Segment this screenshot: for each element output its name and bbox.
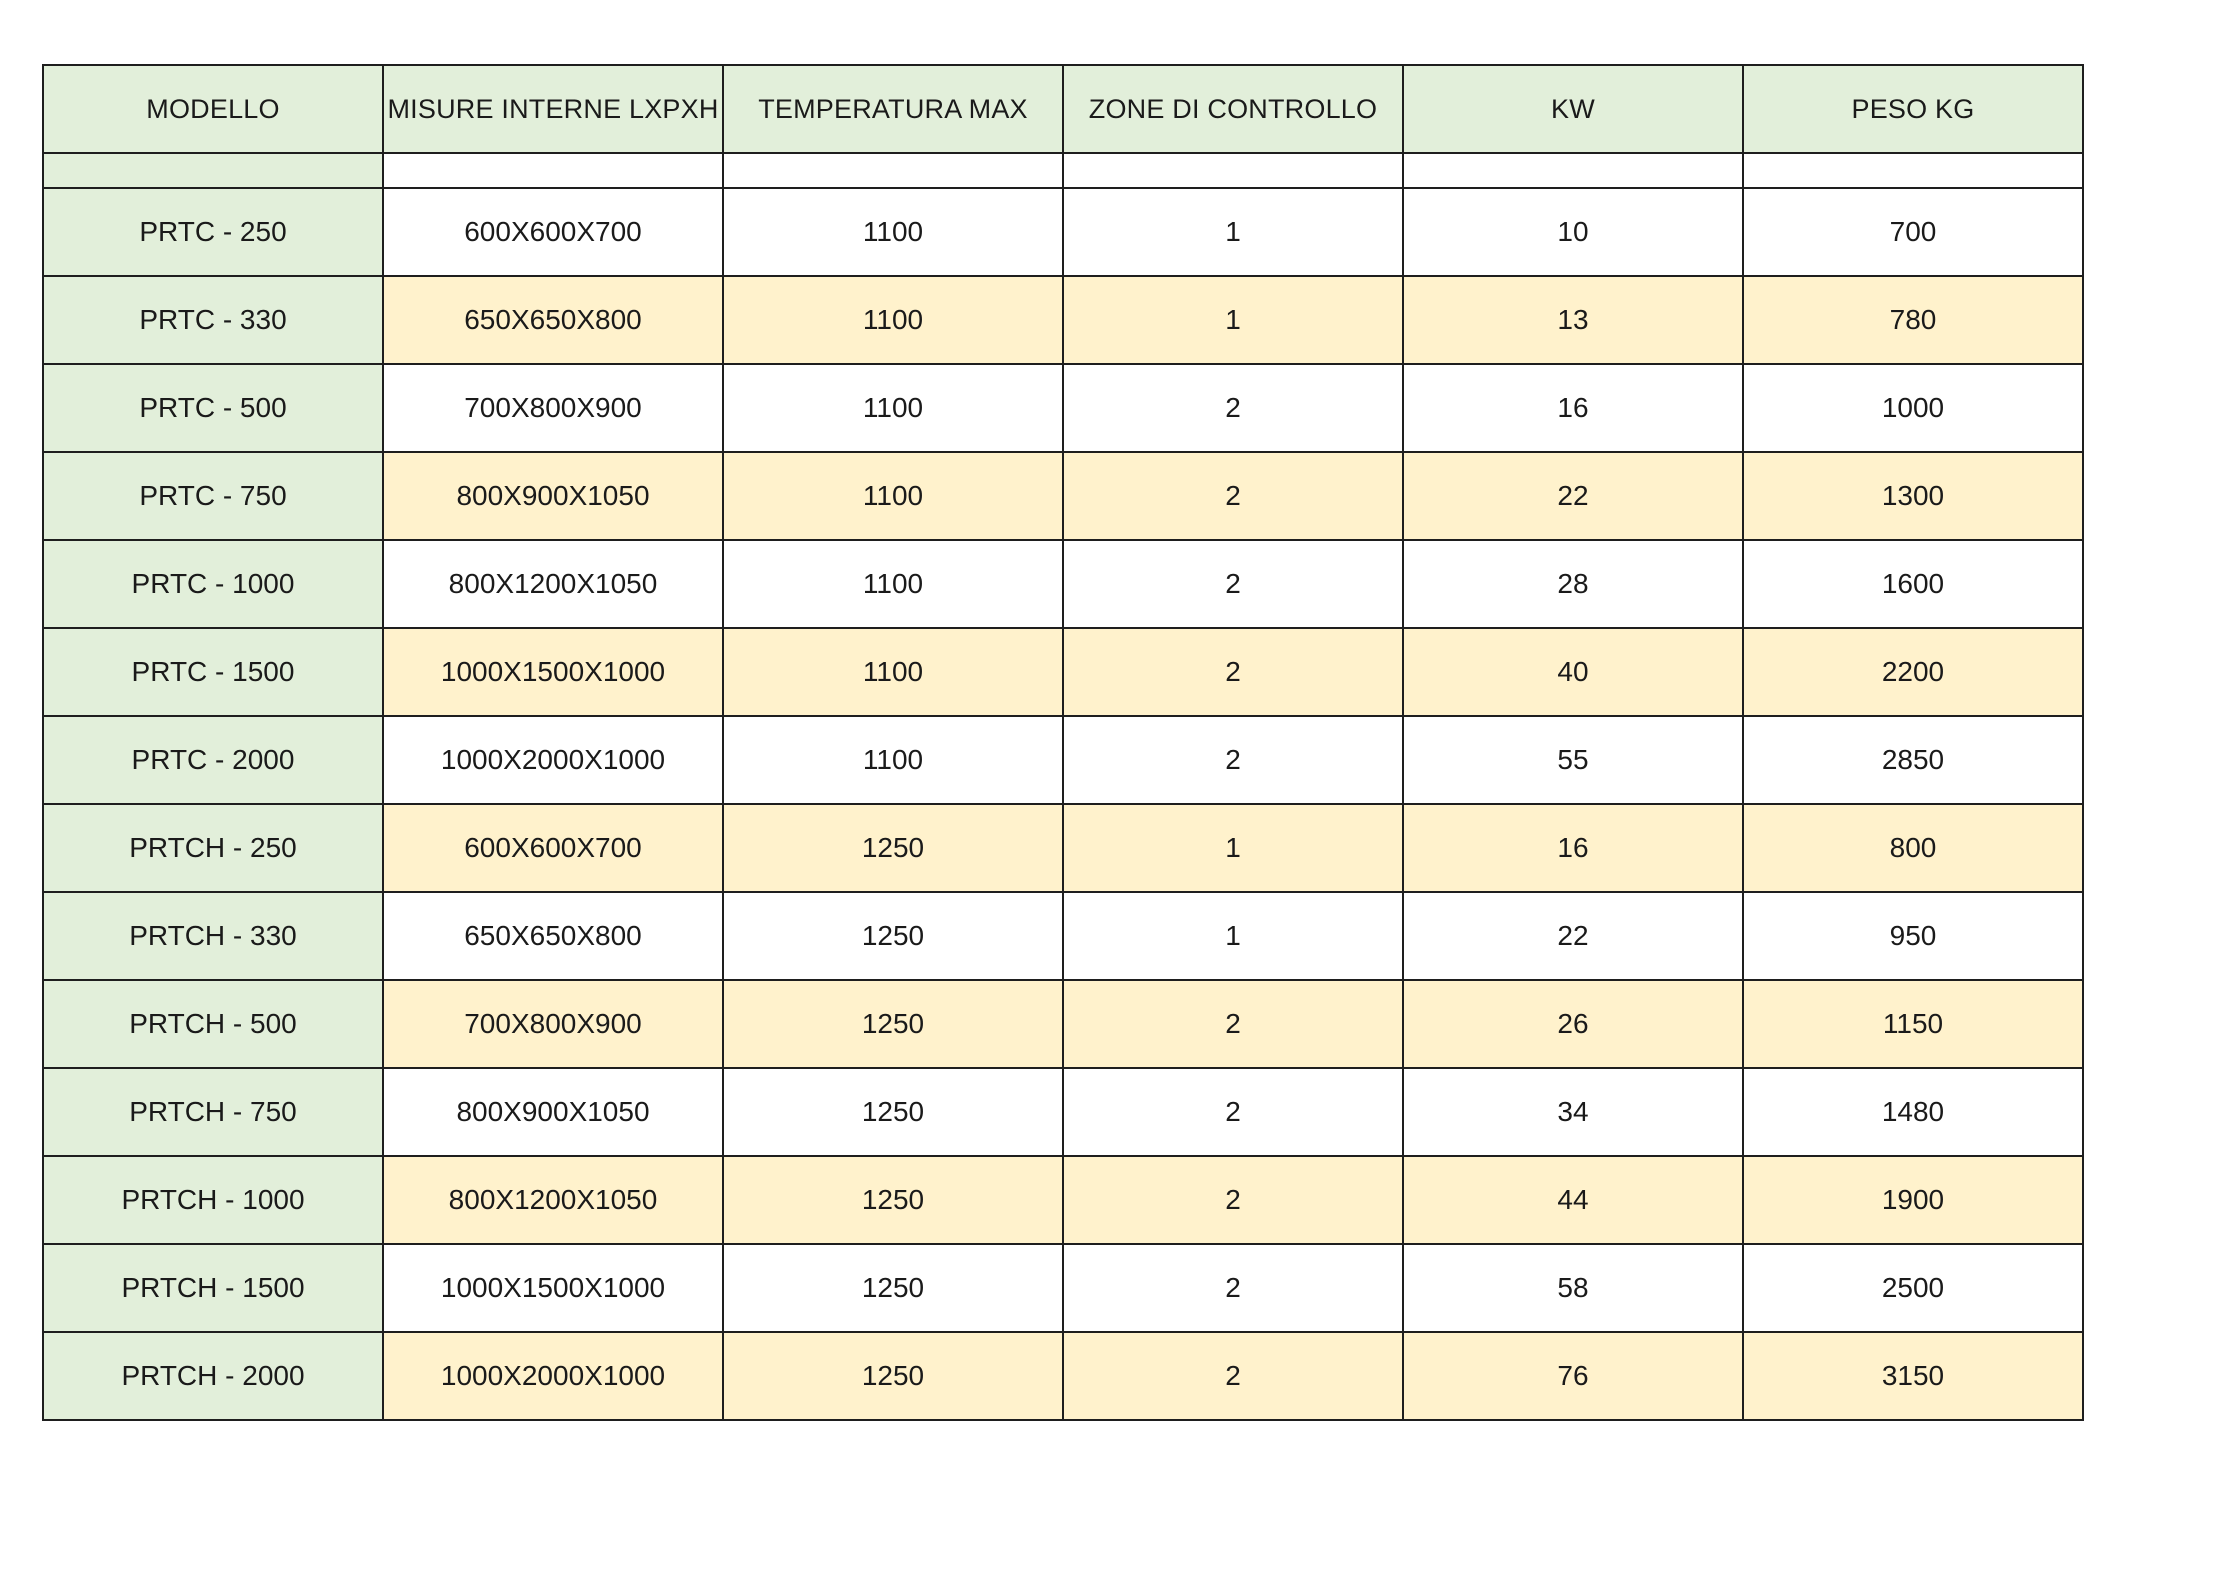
max-temperature-cell[interactable]: 1100 xyxy=(723,276,1063,364)
max-temperature-cell[interactable]: 1250 xyxy=(723,892,1063,980)
table-row xyxy=(43,628,2083,716)
control-zones-cell[interactable]: 1 xyxy=(1063,188,1403,276)
max-temperature-cell[interactable]: 1250 xyxy=(723,804,1063,892)
table-row xyxy=(43,980,2083,1068)
max-temperature-cell[interactable]: 1100 xyxy=(723,452,1063,540)
model-cell[interactable]: PRTCH - 500 xyxy=(43,980,383,1068)
dimensions-cell[interactable]: 650X650X800 xyxy=(383,276,723,364)
header-modello[interactable]: MODELLO xyxy=(43,65,383,153)
control-zones-cell[interactable]: 2 xyxy=(1063,980,1403,1068)
table-row xyxy=(43,540,2083,628)
table-row xyxy=(43,188,2083,276)
model-cell[interactable]: PRTC - 250 xyxy=(43,188,383,276)
weight-cell[interactable]: 780 xyxy=(1743,276,2083,364)
table-row xyxy=(43,716,2083,804)
header-row xyxy=(43,65,2083,153)
weight-cell[interactable]: 2500 xyxy=(1743,1244,2083,1332)
weight-cell[interactable]: 2200 xyxy=(1743,628,2083,716)
model-cell[interactable]: PRTCH - 1000 xyxy=(43,1156,383,1244)
dimensions-cell[interactable]: 1000X2000X1000 xyxy=(383,1332,723,1420)
spacer-cell[interactable] xyxy=(1063,153,1403,188)
kw-cell[interactable]: 44 xyxy=(1403,1156,1743,1244)
max-temperature-cell[interactable]: 1100 xyxy=(723,628,1063,716)
control-zones-cell[interactable]: 2 xyxy=(1063,1156,1403,1244)
model-cell[interactable]: PRTCH - 330 xyxy=(43,892,383,980)
model-cell[interactable]: PRTC - 2000 xyxy=(43,716,383,804)
max-temperature-cell[interactable]: 1100 xyxy=(723,364,1063,452)
kw-cell[interactable]: 58 xyxy=(1403,1244,1743,1332)
control-zones-cell[interactable]: 2 xyxy=(1063,716,1403,804)
control-zones-cell[interactable]: 1 xyxy=(1063,276,1403,364)
spacer-row xyxy=(43,153,2083,188)
header-temperatura-max[interactable]: TEMPERATURA MAX xyxy=(723,65,1063,153)
weight-cell[interactable]: 1600 xyxy=(1743,540,2083,628)
model-cell[interactable]: PRTC - 500 xyxy=(43,364,383,452)
table-header xyxy=(43,65,2083,153)
control-zones-cell[interactable]: 1 xyxy=(1063,892,1403,980)
table-row xyxy=(43,1332,2083,1420)
spacer-cell[interactable] xyxy=(1743,153,2083,188)
kw-cell[interactable]: 40 xyxy=(1403,628,1743,716)
weight-cell[interactable]: 1300 xyxy=(1743,452,2083,540)
max-temperature-cell[interactable]: 1100 xyxy=(723,716,1063,804)
spacer-cell[interactable] xyxy=(723,153,1063,188)
table-body xyxy=(43,153,2083,1420)
weight-cell[interactable]: 800 xyxy=(1743,804,2083,892)
weight-cell[interactable]: 2850 xyxy=(1743,716,2083,804)
dimensions-cell[interactable]: 800X1200X1050 xyxy=(383,1156,723,1244)
dimensions-cell[interactable]: 800X900X1050 xyxy=(383,452,723,540)
max-temperature-cell[interactable]: 1250 xyxy=(723,1068,1063,1156)
kw-cell[interactable]: 34 xyxy=(1403,1068,1743,1156)
model-cell[interactable]: PRTC - 330 xyxy=(43,276,383,364)
kw-cell[interactable]: 26 xyxy=(1403,980,1743,1068)
kw-cell[interactable]: 76 xyxy=(1403,1332,1743,1420)
header-zone-di-controllo[interactable]: ZONE DI CONTROLLO xyxy=(1063,65,1403,153)
model-cell[interactable]: PRTC - 1500 xyxy=(43,628,383,716)
weight-cell[interactable]: 1000 xyxy=(1743,364,2083,452)
kw-cell[interactable]: 28 xyxy=(1403,540,1743,628)
weight-cell[interactable]: 1150 xyxy=(1743,980,2083,1068)
max-temperature-cell[interactable]: 1250 xyxy=(723,1332,1063,1420)
max-temperature-cell[interactable]: 1250 xyxy=(723,980,1063,1068)
kw-cell[interactable]: 22 xyxy=(1403,892,1743,980)
max-temperature-cell[interactable]: 1100 xyxy=(723,188,1063,276)
spacer-cell[interactable] xyxy=(43,153,383,188)
control-zones-cell[interactable]: 2 xyxy=(1063,1332,1403,1420)
model-cell[interactable]: PRTCH - 1500 xyxy=(43,1244,383,1332)
model-cell[interactable]: PRTC - 750 xyxy=(43,452,383,540)
control-zones-cell[interactable]: 2 xyxy=(1063,540,1403,628)
control-zones-cell[interactable]: 1 xyxy=(1063,804,1403,892)
weight-cell[interactable]: 950 xyxy=(1743,892,2083,980)
dimensions-cell[interactable]: 650X650X800 xyxy=(383,892,723,980)
max-temperature-cell[interactable]: 1250 xyxy=(723,1156,1063,1244)
table-row xyxy=(43,1244,2083,1332)
control-zones-cell[interactable]: 2 xyxy=(1063,452,1403,540)
dimensions-cell[interactable]: 600X600X700 xyxy=(383,188,723,276)
spacer-cell[interactable] xyxy=(1403,153,1743,188)
weight-cell[interactable]: 3150 xyxy=(1743,1332,2083,1420)
kw-cell[interactable]: 55 xyxy=(1403,716,1743,804)
weight-cell[interactable]: 700 xyxy=(1743,188,2083,276)
dimensions-cell[interactable]: 600X600X700 xyxy=(383,804,723,892)
control-zones-cell[interactable]: 2 xyxy=(1063,628,1403,716)
table-row xyxy=(43,364,2083,452)
dimensions-cell[interactable]: 800X900X1050 xyxy=(383,1068,723,1156)
kw-cell[interactable]: 10 xyxy=(1403,188,1743,276)
weight-cell[interactable]: 1900 xyxy=(1743,1156,2083,1244)
kw-cell[interactable]: 16 xyxy=(1403,364,1743,452)
table-row xyxy=(43,1156,2083,1244)
header-kw[interactable]: KW xyxy=(1403,65,1743,153)
kw-cell[interactable]: 16 xyxy=(1403,804,1743,892)
table-row xyxy=(43,804,2083,892)
control-zones-cell[interactable]: 2 xyxy=(1063,1244,1403,1332)
dimensions-cell[interactable]: 1000X2000X1000 xyxy=(383,716,723,804)
spacer-cell[interactable] xyxy=(383,153,723,188)
max-temperature-cell[interactable]: 1250 xyxy=(723,1244,1063,1332)
dimensions-cell[interactable]: 1000X1500X1000 xyxy=(383,628,723,716)
kw-cell[interactable]: 13 xyxy=(1403,276,1743,364)
header-misure-interne[interactable]: MISURE INTERNE LXPXH xyxy=(383,65,723,153)
header-peso-kg[interactable]: PESO KG xyxy=(1743,65,2083,153)
spreadsheet-page xyxy=(42,64,2084,1421)
model-cell[interactable]: PRTCH - 250 xyxy=(43,804,383,892)
table-row xyxy=(43,892,2083,980)
dimensions-cell[interactable]: 700X800X900 xyxy=(383,364,723,452)
model-cell[interactable]: PRTCH - 750 xyxy=(43,1068,383,1156)
dimensions-cell[interactable]: 800X1200X1050 xyxy=(383,540,723,628)
control-zones-cell[interactable]: 2 xyxy=(1063,1068,1403,1156)
dimensions-cell[interactable]: 700X800X900 xyxy=(383,980,723,1068)
dimensions-cell[interactable]: 1000X1500X1000 xyxy=(383,1244,723,1332)
control-zones-cell[interactable]: 2 xyxy=(1063,364,1403,452)
furnace-spec-table xyxy=(42,64,2084,1421)
weight-cell[interactable]: 1480 xyxy=(1743,1068,2083,1156)
model-cell[interactable]: PRTCH - 2000 xyxy=(43,1332,383,1420)
max-temperature-cell[interactable]: 1100 xyxy=(723,540,1063,628)
table-row xyxy=(43,1068,2083,1156)
kw-cell[interactable]: 22 xyxy=(1403,452,1743,540)
table-row xyxy=(43,452,2083,540)
table-row xyxy=(43,276,2083,364)
model-cell[interactable]: PRTC - 1000 xyxy=(43,540,383,628)
